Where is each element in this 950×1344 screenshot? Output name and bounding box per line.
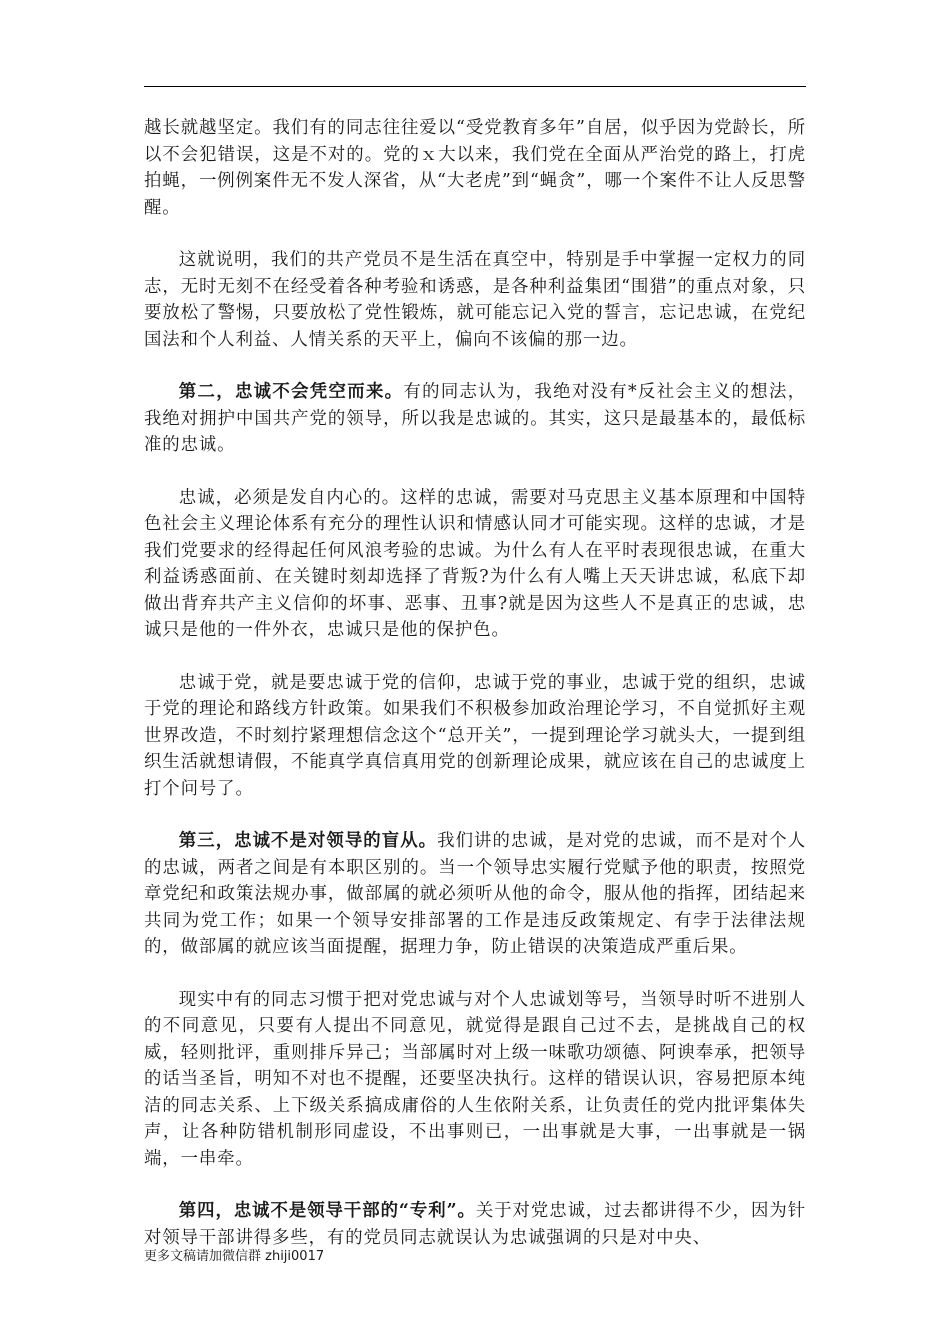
paragraph-text: 这就说明，我们的共产党员不是生活在真空中，特别是手中掌握一定权力的同志，无时无刻不在经受着各种考验和诱惑，是各种利益集团“围猎”的重点对象，只要放松了警惕，只要放松了党性锻炼，就可能忘记入党的誓言，忘记忠诚，在党纪国法和个人利益、人情关系的天平上，偏向不该偏的那一边。 — [144, 250, 806, 350]
paragraph-2 — [144, 247, 806, 353]
paragraph-text: 忠诚，必须是发自内心的。这样的忠诚，需要对马克思主义基本原理和中国特色社会主义理论体系有充分的理性认识和情感认同才可能实现。这样的忠诚，才是我们党要求的经得起任何风浪考验的忠诚。为什么有人在平时表现很忠诚，在重大利益诱惑面前、在关键时刻却选择了背叛?为什么有人嘴上天天讲忠诚，私底下却做出背弃共产主义信仰的坏事、恶事、丑事?就是因为这些人不是真正的忠诚，忠诚只是他的一件外衣，忠诚只是他的保护色。 — [144, 487, 806, 640]
paragraph-text: 有的同志认为，我绝对没有*反社会主义的想法，我绝对拥护中国共产党的领导，所以我是忠诚的。其实，这只是最基本的，最低标准的忠诚。 — [144, 382, 807, 455]
paragraph-text: 现实中有的同志习惯于把对党忠诚与对个人忠诚划等号，当领导时听不进别人的不同意见，只要有人提出不同意见，就觉得是跟自己过不去，是挑战自己的权威，轻则批评，重则排斥异己；当部属时对上级一味歌功颂德、阿谀奉承，把领导的话当圣旨，明知不对也不提醒，还要坚决执行。这样的错误认识，容易把原本纯洁的同志关系、上下级关系搞成庸俗的人生依附关系，让负责任的党内批评集体失声，让各种防错机制形同虚设，不出事则已，一出事就是大事，一出事就是一锅端，一串牵。 — [144, 989, 806, 1169]
section-lead-heading: 第二，忠诚不会凭空而来。 — [178, 382, 404, 402]
header-rule — [144, 86, 806, 87]
paragraph-text: 我们讲的忠诚，是对党的忠诚，而不是对个人的忠诚，两者之间是有本职区别的。当一个领导忠实履行党赋予他的职责，按照党章党纪和政策法规办事，做部属的就必须听从他的命令，服从他的指挥，团结起来共同为党工作；如果一个领导安排部署的工作是违反政策规定、有孛于法律法规的，做部属的就应该当面提醒，据理力争，防止错误的决策造成严重后果。 — [144, 831, 806, 957]
section-lead-heading: 第四，忠诚不是领导干部的“专利”。 — [178, 1201, 476, 1221]
paragraph-7 — [144, 987, 806, 1173]
paragraph-4 — [144, 485, 806, 644]
paragraph-3 — [144, 379, 806, 459]
paragraph-text: 忠诚于党，就是要忠诚于党的信仰，忠诚于党的事业，忠诚于党的组织，忠诚于党的理论和路线方针政策。如果我们不积极参加政治理论学习，不自觉抓好主观世界改造，不时刻拧紧理想信念这个“总开关”，一提到理论学习就头大，一提到组织生活就想请假，不能真学真信真用党的创新理论成果，就应该在自己的忠诚度上打个问号了。 — [144, 672, 806, 799]
paragraph-text: 越长就越坚定。我们有的同志往往爱以“受党教育多年”自居，似乎因为党龄长，所以不会犯错误，这是不对的。党的ｘ大以来，我们党在全面从严治党的路上，打虎拍蝇，一例例案件无不发人深省，从“大老虎”到“蝇贪”，哪一个案件不让人反思警醒。 — [144, 118, 806, 218]
paragraph-text: 关于对党忠诚，过去都讲得不少，因为针对领导干部讲得多些，有的党员同志就误认为忠诚强调的只是对中央、 — [144, 1201, 807, 1248]
paragraph-5 — [144, 670, 806, 803]
paragraph-8 — [144, 1198, 806, 1251]
paragraph-1 — [144, 115, 806, 221]
document-body — [144, 115, 806, 1277]
section-lead-heading: 第三，忠诚不是对领导的盲从。 — [178, 831, 438, 851]
paragraph-6 — [144, 828, 806, 961]
footer-note: 更多文稿请加微信群 zhiji0017 — [144, 1249, 325, 1264]
